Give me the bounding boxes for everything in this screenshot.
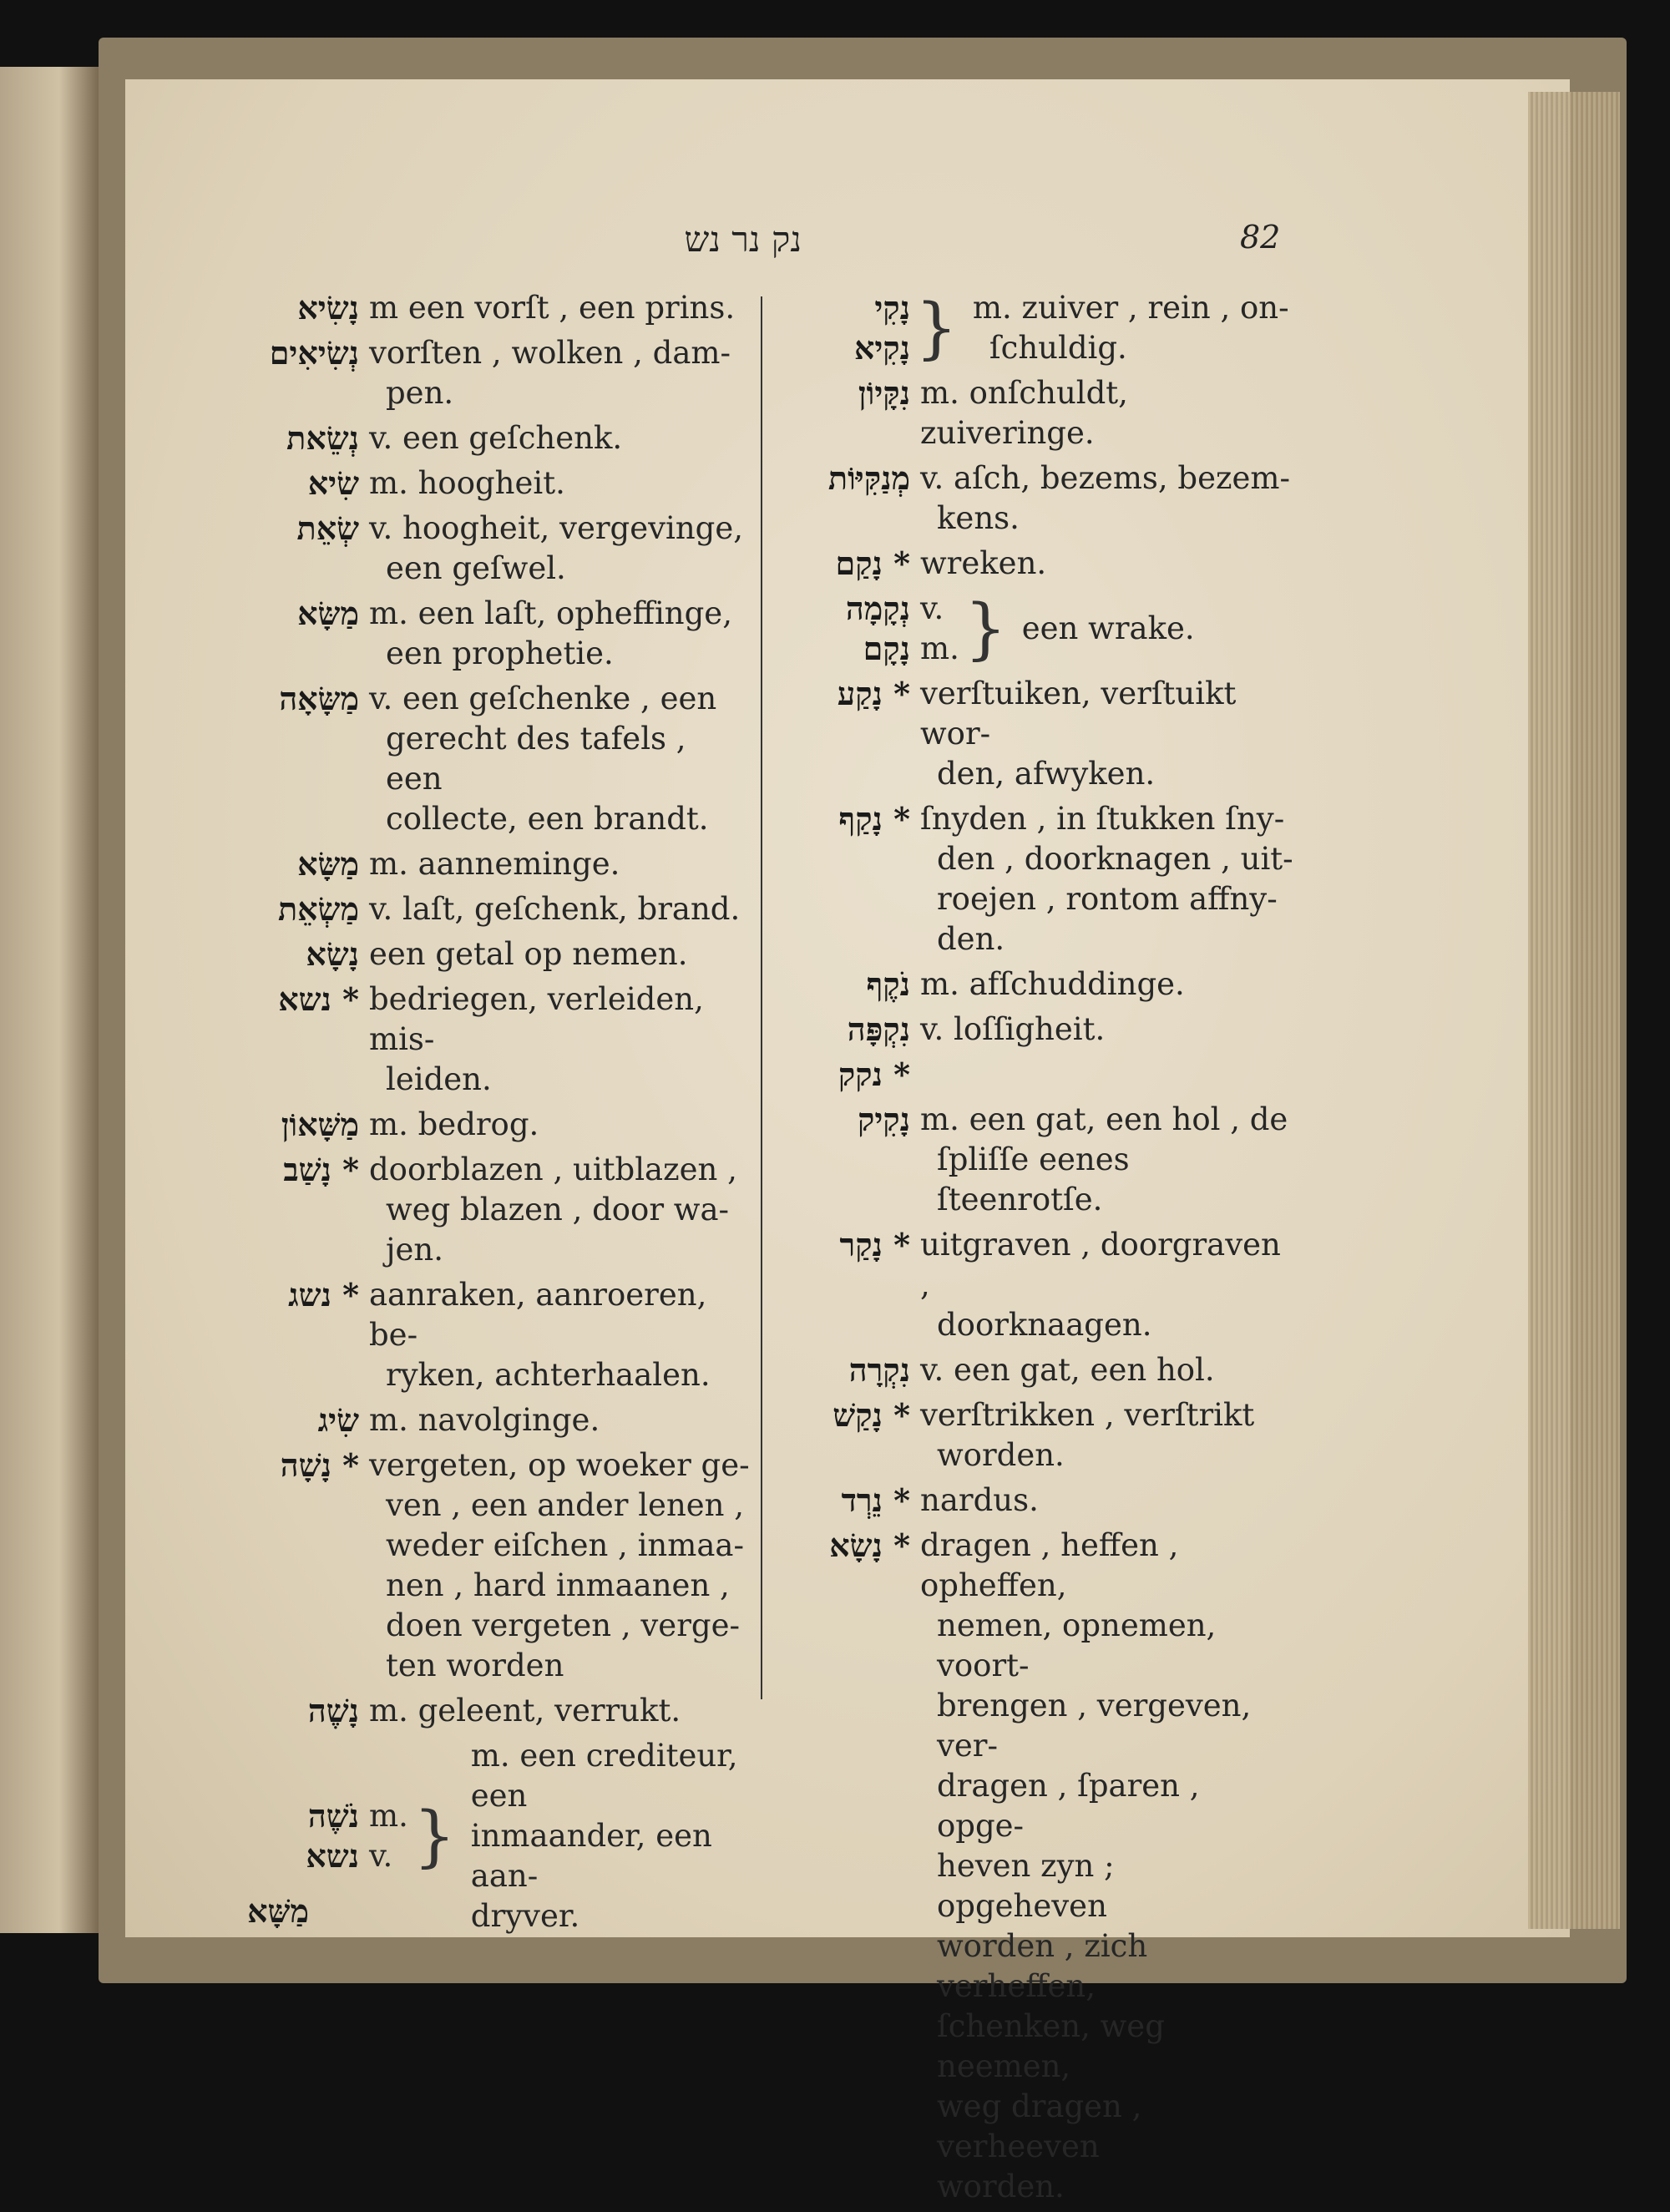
- headword: * נשג: [288, 1276, 359, 1314]
- definition: [910, 1350, 1294, 1390]
- brace-symbol: }: [964, 590, 1007, 667]
- definition-line: m. bedrog.: [369, 1106, 539, 1142]
- headword: נָקִיק: [858, 1101, 910, 1138]
- definition: [359, 418, 752, 458]
- headword: נָשִׂיא: [297, 289, 359, 326]
- definition-line: uitgraven , doorgraven ,: [920, 1227, 1281, 1303]
- definition-line: m. geleent, verrukt.: [369, 1693, 681, 1729]
- definition-line: worden , zich verheffen,: [937, 1928, 1148, 2004]
- headword: נְשִׂיאִים: [269, 334, 359, 372]
- definition-line: verſtuiken, verſtuikt wor-: [920, 676, 1237, 752]
- headword: * נָקַשׁ: [832, 1396, 910, 1434]
- definition-line: weder eiſchen , inmaa-: [386, 1527, 744, 1563]
- headword: * נָשָׁה: [280, 1446, 359, 1484]
- definition: [910, 1395, 1294, 1476]
- definition-line: dryver.: [470, 1898, 580, 1934]
- definition-line: een getal op nemen.: [369, 936, 688, 972]
- dictionary-entry: [234, 1691, 752, 1731]
- definition: [910, 1526, 1294, 2207]
- headword: מַשָּׁא: [247, 1892, 309, 1930]
- definition: [359, 889, 752, 929]
- page-number: 82: [1240, 219, 1281, 256]
- definition-line: doen vergeten , verge-: [386, 1607, 740, 1643]
- headword: נִקְפָּה: [847, 1010, 910, 1048]
- headword: מַשָּׁאוֹן: [281, 1106, 359, 1143]
- definition-line: pen.: [386, 375, 454, 411]
- definition-line: doorknaagen.: [937, 1307, 1152, 1343]
- headword: * נָשָׂא: [829, 1526, 910, 1564]
- definition-line: bedriegen, verleiden, mis-: [369, 981, 704, 1057]
- dictionary-entry: [777, 1526, 1294, 2207]
- gender: v.: [920, 590, 944, 626]
- definition-line: m. hoogheit.: [369, 465, 565, 501]
- definition-line: aanraken, aanroeren, be-: [369, 1277, 707, 1353]
- definition-line: weg blazen , door wa-: [386, 1192, 730, 1227]
- definition-line: m. onſchuldt, zuiveringe.: [920, 375, 1128, 451]
- right-brace-entry-1: [777, 288, 1294, 368]
- facing-page-edge: [0, 67, 99, 1933]
- dictionary-entry: [234, 463, 752, 504]
- definition: [910, 964, 1294, 1005]
- dictionary-entry: [234, 509, 752, 589]
- dictionary-entry: [777, 964, 1294, 1005]
- headword: מַשָּׂא: [297, 595, 359, 632]
- dictionary-entry: [777, 1225, 1294, 1345]
- definition-line: een wrake.: [1021, 610, 1195, 646]
- definition: [359, 679, 752, 839]
- definition-line: kens.: [937, 500, 1020, 536]
- column-rule: [761, 296, 762, 1699]
- definition: [359, 1691, 752, 1731]
- definition-line: m. navolginge.: [369, 1402, 600, 1438]
- definition-line: ſchuldig.: [989, 330, 1127, 366]
- definition: [910, 458, 1294, 539]
- headword: נֹקֶף: [866, 965, 910, 1003]
- dictionary-entry: [234, 288, 752, 328]
- definition: [359, 1400, 752, 1440]
- definition-line: worden.: [937, 2169, 1065, 2204]
- definition-line: ſpliſſe eenes ſteenrotſe.: [937, 1141, 1130, 1217]
- running-head: נק נר נש: [684, 219, 802, 260]
- definition-line: nemen, opnemen, voort-: [937, 1607, 1217, 1683]
- definition-line: m. een gat, een hol , de: [920, 1101, 1288, 1137]
- definition: [359, 979, 752, 1100]
- definition-line: m. zuiver , rein , on-: [972, 290, 1289, 326]
- headword: נֹשֶׁה: [307, 1797, 359, 1835]
- dictionary-entry: [234, 889, 752, 929]
- dictionary-entry: [777, 799, 1294, 959]
- dictionary-entry: [777, 1350, 1294, 1390]
- definition-line: m. aanneminge.: [369, 846, 620, 882]
- definition: [359, 934, 752, 974]
- headword: * נָקַף: [838, 800, 910, 838]
- definition-line: ten worden: [386, 1648, 564, 1683]
- definition: [910, 1481, 1294, 1521]
- page-stack-edge: [1528, 92, 1620, 1929]
- headword: שִׂיא: [307, 464, 359, 502]
- definition: [910, 1010, 1294, 1050]
- headword: * נשא: [278, 980, 359, 1018]
- definition: [359, 288, 752, 328]
- definition: [359, 844, 752, 884]
- headword: נִקְרָה: [848, 1351, 910, 1389]
- headword: נָקִיא: [853, 329, 910, 367]
- right-brace-entry-2: [777, 589, 1294, 669]
- dictionary-entry: [234, 333, 752, 413]
- definition: [359, 333, 752, 413]
- definition-line: weg dragen , verheeven: [937, 2088, 1142, 2164]
- headword: מַשָּׂא: [297, 845, 359, 883]
- definition-line: heven zyn ; opgeheven: [937, 1848, 1115, 1924]
- brace-symbol: }: [915, 289, 958, 367]
- headword: * נֵרְד: [841, 1481, 910, 1519]
- definition-line: dragen , ſparen , opge-: [937, 1768, 1200, 1844]
- headword: * נָשַׁב: [283, 1151, 359, 1188]
- definition: [910, 544, 1294, 584]
- definition: [359, 1275, 752, 1395]
- definition: [359, 594, 752, 674]
- definition-line: verſtrikken , verſtrikt: [920, 1397, 1255, 1433]
- definition: [910, 373, 1294, 453]
- definition-line: ſnyden , in ſtukken ſny-: [920, 801, 1285, 837]
- dictionary-entry: [777, 1055, 1294, 1095]
- definition-line: m. afſchuddinge.: [920, 966, 1185, 1002]
- definition: [910, 1225, 1294, 1345]
- dictionary-entry: [234, 1150, 752, 1270]
- definition-line: gerecht des tafels , een: [386, 721, 686, 797]
- definition-line: roejen , rontom affny-: [937, 881, 1278, 917]
- dictionary-entry: [234, 679, 752, 839]
- dictionary-entry: [777, 1100, 1294, 1220]
- definition-line: vorſten , wolken , dam-: [369, 335, 731, 371]
- headword: נָקִי: [874, 289, 910, 326]
- headword: נָשָׂא: [306, 935, 359, 973]
- dictionary-entry: [234, 594, 752, 674]
- definition-line: worden.: [937, 1437, 1065, 1473]
- definition: [359, 1445, 752, 1686]
- dictionary-entry: [234, 979, 752, 1100]
- headword: מְנַקִּיּוֹת: [827, 459, 910, 497]
- headword: נְקָמָה: [845, 590, 910, 627]
- headword: נְשֵׂאת: [286, 419, 359, 457]
- definition-line: nen , hard inmaanen ,: [386, 1567, 730, 1603]
- headword: * נָקַר: [839, 1226, 910, 1263]
- gender: m.: [920, 630, 959, 666]
- definition-line: v. een gat, een hol.: [920, 1352, 1215, 1388]
- dictionary-entry: [234, 1400, 752, 1440]
- definition-line: collecte, een brandt.: [386, 801, 709, 837]
- dictionary-entry: [777, 373, 1294, 453]
- right-column: [777, 288, 1294, 2212]
- definition: [359, 1105, 752, 1145]
- definition-line: nardus.: [920, 1482, 1039, 1518]
- definition-line: ſchenken, weg neemen,: [937, 2008, 1165, 2084]
- definition-line: ven , een ander lenen ,: [386, 1487, 745, 1523]
- definition-line: v. hoogheit, vergevinge,: [369, 510, 744, 546]
- dictionary-entry: [234, 934, 752, 974]
- definition: [359, 1150, 752, 1270]
- brace-symbol: }: [412, 1797, 456, 1875]
- left-column: [234, 288, 752, 1934]
- headword: * נָקַם: [835, 544, 910, 582]
- dictionary-entry: [777, 458, 1294, 539]
- dictionary-entry: [234, 1275, 752, 1395]
- definition-line: wreken.: [920, 545, 1047, 581]
- dictionary-entry: [234, 844, 752, 884]
- definition-line: dragen , heffen , opheffen,: [920, 1527, 1179, 1603]
- definition-line: m. een crediteur, een: [470, 1738, 738, 1814]
- dictionary-entry: [777, 1010, 1294, 1050]
- headword: נָקָם: [863, 630, 910, 667]
- definition-line: leiden.: [386, 1061, 492, 1097]
- dictionary-entry: [777, 544, 1294, 584]
- definition: [910, 799, 1294, 959]
- definition-line: den, afwyken.: [937, 756, 1156, 792]
- gender: v.: [369, 1838, 393, 1874]
- dictionary-entry: [234, 1105, 752, 1145]
- definition-line: v. loſſigheit.: [920, 1011, 1106, 1047]
- dictionary-entry: [777, 1481, 1294, 1521]
- dictionary-entry: [234, 418, 752, 458]
- headword: * נָקַע: [837, 675, 910, 712]
- definition-line: v. aſch, bezems, bezem-: [920, 460, 1290, 496]
- definition-line: doorblazen , uitblazen ,: [369, 1152, 737, 1187]
- definition-line: den.: [937, 921, 1005, 957]
- definition: [359, 509, 752, 589]
- definition-line: v. laſt, geſchenk, brand.: [369, 891, 741, 927]
- headword: שְׂאֵת: [296, 509, 359, 547]
- headword: נָשֶׁה: [307, 1692, 359, 1729]
- definition-line: m een vorſt , een prins.: [369, 290, 736, 326]
- dictionary-entry: [234, 1445, 752, 1686]
- headword: נשא: [306, 1837, 359, 1875]
- definition-line: een geſwel.: [386, 550, 566, 586]
- definition-line: ryken, achterhaalen.: [386, 1357, 711, 1393]
- definition-line: den , doorknagen , uit-: [937, 841, 1293, 877]
- definition-line: v. een geſchenk.: [369, 420, 623, 456]
- definition-line: brengen , vergeven, ver-: [937, 1688, 1252, 1764]
- definition: [359, 463, 752, 504]
- definition-line: een prophetie.: [386, 635, 614, 671]
- gender: m.: [369, 1798, 408, 1834]
- headword: מַשָּׂאָה: [279, 680, 359, 717]
- definition-line: inmaander, een aan-: [470, 1818, 712, 1894]
- definition-line: vergeten, op woeker ge-: [369, 1447, 750, 1483]
- definition: [910, 674, 1294, 794]
- definition: [910, 1100, 1294, 1220]
- definition-line: v. een geſchenke , een: [369, 681, 717, 716]
- definition-line: m. een laſt, opheffinge,: [369, 595, 732, 631]
- left-brace-entry: [234, 1736, 752, 1936]
- headword: נִקָּיוֹן: [858, 374, 910, 412]
- definition-line: jen.: [386, 1232, 443, 1268]
- headword: מַשְׂאֵת: [277, 890, 359, 928]
- headword: שִׂיג: [317, 1401, 359, 1439]
- dictionary-entry: [777, 1395, 1294, 1476]
- dictionary-entry: [777, 674, 1294, 794]
- headword: * נקק: [838, 1055, 910, 1093]
